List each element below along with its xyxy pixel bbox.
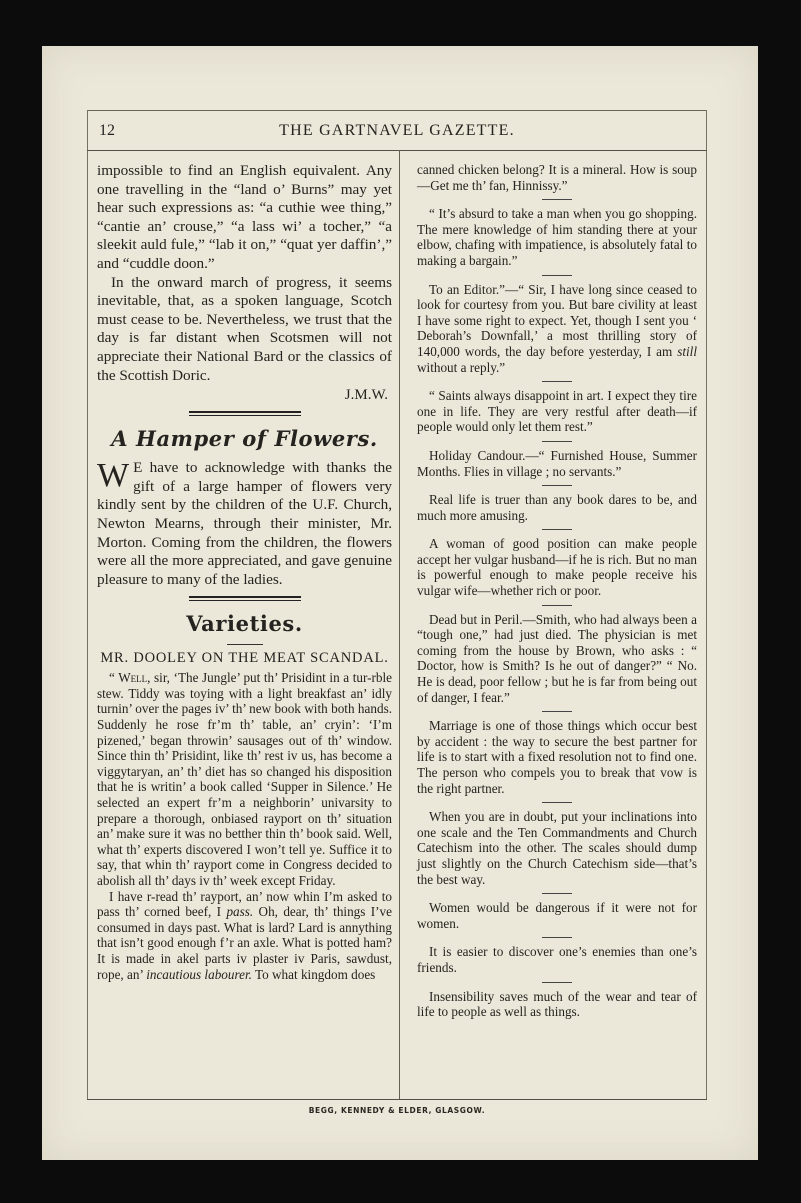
hamper-heading: A Hamper of Flowers. (111, 426, 378, 452)
variety-item: A woman of good position can make people accept her vulgar husband—if he is rich. But no man is powerful enough to make people receive his vulgar wife—whether rich or poor. (417, 536, 697, 599)
separator-rule (542, 982, 572, 983)
intro-paragraph: impossible to find an English equivalent. Any one travelling in the “land o’ Burns” may yet hear such expressions as: “a cuthie wee thing,” “cantie an’ crouse,” “a lass wi’ a tocher,” “a sleekit auld fule,” “lab it on,” “quat yer daffin’,” and “cuddle doon.” (97, 162, 392, 272)
variety-emphasis: still (677, 343, 697, 359)
separator-rule (542, 893, 572, 894)
story-text: sir, ‘The Jungle’ put th’ Prisidint in a tur-rble stew. Tiddy was toying with a light breakfast an’ idly turnin’ over the pages iv’ th’ new book with both hands. Suddenly he rose fr’m th’ table, an’ cryin’: ‘I’m pizened,’ began throwin’ sausages out of th’ window. Since thin th’ Prisidint, like th’ rest iv us, has become a viggytaryan, an’ th’ diet has so changed his disposition that he is writin’ a book called ‘Supper in Silence.’ He selected an expert fr’m a neighborin’ univarsity to prepare a thorough, onbiased rayport on th’ situation an’ make sure it was no betther thin th’ book said. Well, what th’ experts discovered I won’t tell ye. Suffice it to say, that whin th’ rayport come in Congress decided to abolish all th’ days iv th’ week except Friday. (97, 670, 392, 888)
story-text: To what kingdom does (251, 966, 376, 982)
separator-rule (542, 711, 572, 712)
story-paragraph (97, 889, 392, 983)
story-paragraph (97, 670, 392, 888)
page-number: 12 (99, 122, 115, 139)
story-emphasis: incautious labourer. (146, 966, 252, 982)
variety-text: To an Editor.”—“ Sir, I have long since ceased to look for courtesy from you. But bare civility at least I have some right to expect. Yet, though I sent you ‘ Deborah’s Downfall,’ a most thrilling story of 140,000 words, the day before yesterday, I am (417, 281, 697, 359)
progress-paragraph: In the onward march of progress, it seems inevitable, that, as a spoken language, Scotch must cease to be. Nevertheless, we trust that the day is far distant when Scotsmen will not appreciate their National Bard or the classics of the Scottish Doric. (97, 273, 392, 384)
variety-item: Women would be dangerous if it were not for women. (417, 900, 697, 931)
left-border (87, 110, 88, 1100)
column-divider (399, 150, 400, 1100)
separator-rule (542, 441, 572, 442)
separator-rule (542, 529, 572, 530)
page-frame (87, 110, 707, 1115)
newspaper-page (42, 46, 758, 1160)
header-rule (87, 150, 707, 151)
right-column (417, 162, 697, 1020)
variety-item: Real life is truer than any book dares to be, and much more amusing. (417, 492, 697, 523)
left-column (97, 162, 392, 982)
variety-item (417, 282, 697, 376)
hamper-article (97, 459, 392, 589)
short-rule (227, 644, 263, 645)
variety-item: It is easier to discover one’s enemies than one’s friends. (417, 944, 697, 975)
section-rule (189, 596, 301, 601)
variety-item: Marriage is one of those things which occur best by accident : the way to secure the best partner for life is to start with a fixed resolution not to find one. The person who compels you to break that vow is the right partner. (417, 718, 697, 796)
author-signature: J.M.W. (344, 387, 388, 404)
bottom-rule (87, 1099, 707, 1100)
right-border (706, 110, 707, 1100)
story-title: MR. DOOLEY ON THE MEAT SCANDAL. (100, 650, 389, 667)
printer-credit: BEGG, KENNEDY & ELDER, GLASGOW. (308, 1106, 486, 1115)
separator-rule (542, 802, 572, 803)
variety-item: Insensibility saves much of the wear and tear of life to people as well as things. (417, 988, 697, 1020)
running-title: THE GARTNAVEL GAZETTE. (279, 122, 515, 139)
variety-item: “ It’s absurd to take a man when you go shopping. The mere knowledge of him standing there at your elbow, chafing with impatience, is absolutely fatal to making a bargain.” (417, 206, 697, 268)
hamper-text: E have to acknowledge with thanks the gift of a large hamper of flowers very kindly sent by the children of the U.F. Church, Newton Mearns, through their minister, Mr. Morton. Coming from the children, the flowers were all the more appreciated, and gave genuine pleasure to many of the ladies. (97, 459, 392, 588)
separator-rule (542, 937, 572, 938)
separator-rule (542, 381, 572, 382)
drop-cap: W (97, 457, 130, 495)
variety-item: “ Saints always disappoint in art. I expect they tire one in life. They are very restful after death—if people would only let them rest.” (417, 388, 697, 435)
variety-item: Holiday Candour.—“ Furnished House, Summer Months. Flies in village ; no servants.” (417, 447, 697, 479)
story-lead: “ Well, (109, 670, 151, 686)
varieties-heading: Varieties. (186, 611, 303, 637)
page-header (87, 122, 707, 146)
separator-rule (542, 605, 572, 606)
variety-item: canned chicken belong? It is a mineral. How is soup—Get me th’ fan, Hinnissy.” (417, 162, 697, 193)
story-emphasis: pass. (226, 904, 254, 920)
story-text: Oh, dear, th’ things I’ve consumed in days past. What is lard? Lard is annything that isn’t good enough f’r an axle. What is potted ham? It is made in akel parts iv plaster iv Paris, sawdust, rope, an’ (97, 904, 392, 982)
separator-rule (542, 199, 572, 200)
variety-text: without a reply.” (417, 359, 506, 375)
separator-rule (542, 275, 572, 276)
separator-rule (542, 485, 572, 486)
variety-item: When you are in doubt, put your inclinations into one scale and the Ten Commandments and Church Catechism into the other. The scales should dump just slightly on the Church Catechism side—that’s the best way. (417, 809, 697, 887)
top-rule (87, 110, 707, 111)
variety-item: Dead but in Peril.—Smith, who had always been a “tough one,” had just died. The physician is met coming from the house by Brown, who asks : “ Doctor, how is Smith? Is he out of danger?” “ No. He is dead, poor fellow ; but he is far from being out of danger, I fear.” (417, 611, 697, 705)
story-text: I have r-read th’ rayport, an’ now whin I’m asked to pass th’ corned beef, I (97, 888, 392, 920)
section-rule (189, 411, 301, 416)
